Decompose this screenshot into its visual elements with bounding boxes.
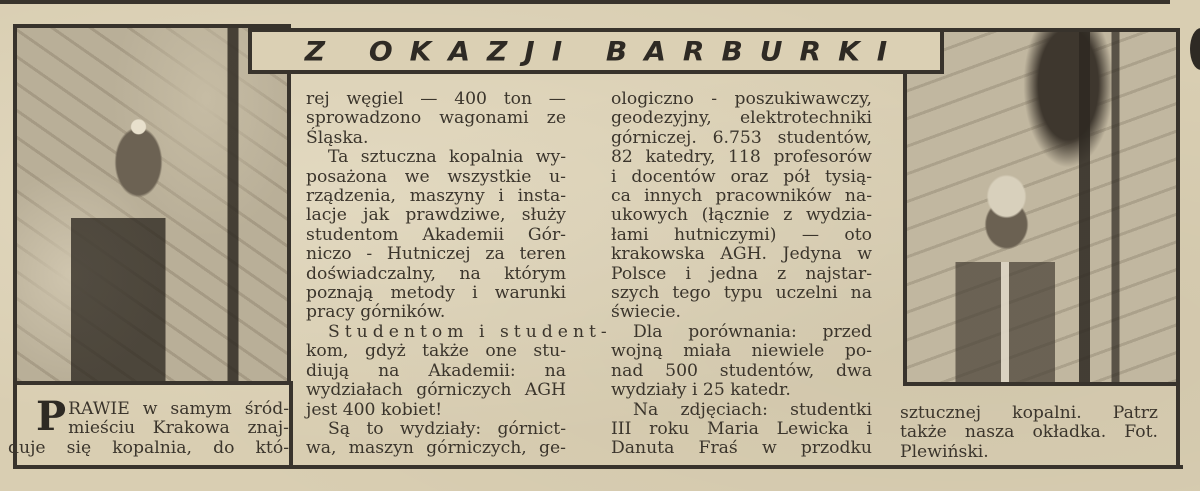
text-line: duje się kopalnia, do któ- bbox=[8, 437, 289, 458]
closing-paragraph bbox=[900, 404, 1158, 462]
bottom-border-rule bbox=[13, 465, 1183, 469]
text-line: doświadczalny, na którym bbox=[306, 263, 566, 284]
text-line: łami hutniczymi) — oto bbox=[611, 224, 872, 245]
text-line: ukowych (łącznie z wydzia- bbox=[611, 205, 872, 226]
text-line: geodezyjny, elektrotechniki bbox=[611, 108, 872, 129]
text-line: i docentów oraz pół tysią- bbox=[611, 166, 872, 187]
text-line: wa, maszyn górniczych, ge- bbox=[306, 438, 566, 459]
text-line: Są to wydziały: górnict- bbox=[328, 418, 566, 439]
text-line: Śląska. bbox=[306, 127, 369, 148]
text-line: kom, gdyż także one stu- bbox=[306, 341, 566, 362]
text-line: wojną miała niewiele po- bbox=[611, 341, 872, 362]
text-line: lacje jak prawdziwe, służy bbox=[306, 205, 566, 226]
text-line: poznają metody i warunki bbox=[306, 283, 566, 304]
adjacent-page-glyph bbox=[1190, 28, 1200, 70]
text-column-2 bbox=[611, 90, 872, 459]
text-line: krakowska AGH. Jedyna w bbox=[611, 244, 872, 265]
text-line: pracy górników. bbox=[306, 302, 446, 323]
text-line: Na zdjęciach: studentki bbox=[633, 399, 872, 420]
text-line: Studentom i student- bbox=[328, 321, 612, 342]
text-line: sztucznej kopalni. Patrz bbox=[900, 403, 1158, 423]
text-line: ca innych pracowników na- bbox=[611, 186, 872, 207]
text-line: rządzenia, maszyny i insta- bbox=[306, 186, 566, 207]
top-border-rule bbox=[0, 0, 1170, 4]
text-line: III roku Maria Lewicka i bbox=[611, 418, 872, 439]
text-line: RAWIE w samym śród- bbox=[68, 399, 289, 419]
text-line: ologiczno - poszukiwawczy, bbox=[611, 89, 872, 109]
text-line: wydziałach górniczych AGH bbox=[306, 380, 566, 401]
text-line: diują na Akademii: na bbox=[306, 360, 566, 381]
text-line: Dla porównania: przed bbox=[633, 321, 872, 342]
text-line: niczo - Hutniczej za teren bbox=[306, 244, 566, 265]
text-line: świecie. bbox=[611, 302, 681, 323]
text-line: 82 katedry, 118 profesorów bbox=[611, 147, 872, 168]
text-line: Plewiński. bbox=[900, 441, 989, 462]
text-line: Danuta Fraś w przodku bbox=[611, 438, 872, 459]
text-line: także nasza okładka. Fot. bbox=[900, 422, 1158, 443]
text-column-1 bbox=[306, 89, 612, 459]
text-line: jest 400 kobiet! bbox=[306, 399, 443, 420]
text-line: Ta sztuczna kopalnia wy- bbox=[328, 147, 566, 168]
text-line: Polsce i jedna z najstar- bbox=[611, 263, 872, 284]
text-line: studentom Akademii Gór- bbox=[306, 224, 566, 245]
photo-left-student-maria-lewicka bbox=[13, 24, 291, 385]
text-line: mieściu Krakowa znaj- bbox=[68, 418, 289, 439]
text-line: wydziały i 25 katedr. bbox=[611, 380, 791, 401]
text-line: górniczej. 6.753 studentów, bbox=[611, 127, 872, 148]
text-line: rej węgiel — 400 ton — bbox=[306, 89, 566, 109]
headline: Z OKAZJI BARBURKI bbox=[304, 35, 905, 67]
text-line: szych tego typu uczelni na bbox=[611, 283, 872, 304]
text-line: sprowadzono wagonami ze bbox=[306, 108, 566, 129]
intro-paragraph bbox=[8, 393, 289, 458]
text-line: nad 500 studentów, dwa bbox=[611, 360, 872, 381]
text-line: posażona we wszystkie u- bbox=[306, 166, 566, 187]
photo-right-student-danuta-fras bbox=[903, 28, 1180, 386]
headline-box bbox=[248, 28, 944, 74]
drop-cap: P bbox=[36, 393, 67, 440]
